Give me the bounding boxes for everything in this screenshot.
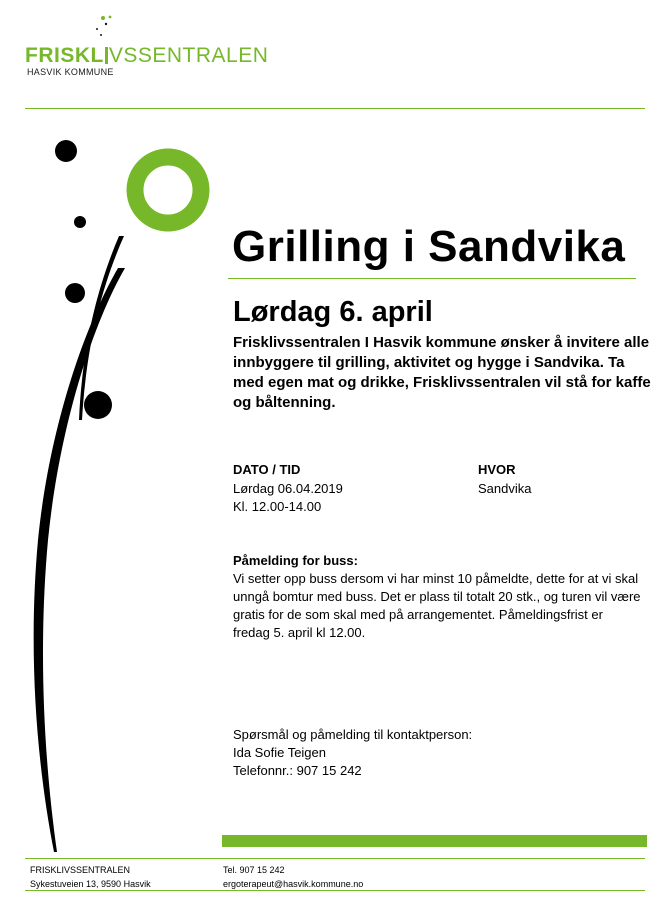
decor-dot-1 <box>55 140 77 162</box>
footer-accent-band <box>222 835 647 847</box>
decorative-swoosh-graphic <box>0 120 220 860</box>
decor-ring <box>135 157 201 223</box>
logo-frisk: FRISKL <box>25 44 104 67</box>
decor-swoosh-1 <box>34 268 125 852</box>
decor-dot-3 <box>65 283 85 303</box>
footer-tel: Tel. 907 15 242 <box>223 865 285 875</box>
header-divider <box>25 108 645 109</box>
where-label: HVOR <box>478 462 516 477</box>
date-time-label: DATO / TID <box>233 462 301 477</box>
contact-block <box>233 726 472 780</box>
footer-address: Sykestuveien 13, 9590 Hasvik <box>30 879 151 889</box>
footer-org: FRISKLIVSSENTRALEN <box>30 865 131 875</box>
date-heading: Lørdag 6. april <box>233 296 433 328</box>
logo-sentralen: VSSENTRALEN <box>108 44 269 67</box>
decor-dot-4 <box>84 391 112 419</box>
title-underline <box>228 278 636 279</box>
footer-left <box>30 863 151 891</box>
footer-email: ergoterapeut@hasvik.kommune.no <box>223 879 364 889</box>
frisklivssentralen-logo <box>25 12 269 82</box>
contact-phone: Telefonnr.: 907 15 242 <box>233 763 362 778</box>
event-time: Kl. 12.00-14.00 <box>233 499 322 514</box>
footer-divider-bottom <box>25 890 645 891</box>
event-date: Lørdag 06.04.2019 <box>233 481 343 496</box>
logo-subtitle: HASVIK KOMMUNE <box>27 67 114 77</box>
bus-paragraph: Vi setter opp buss dersom vi har minst 10 påmeldte, dette for at vi skal unngå bomtur med buss. Det er plass til totalt 20 stk., og turen vil være gratis for de som skal med på arrangementet. Påmeldingsfrist er fredag 5. april kl 12.00. <box>233 571 641 640</box>
bus-heading: Påmelding for buss: <box>233 553 358 568</box>
footer-right <box>223 863 363 891</box>
event-location: Sandvika <box>478 481 532 496</box>
logo-wordmark <box>25 44 268 68</box>
contact-name: Ida Sofie Teigen <box>233 745 326 760</box>
logo-dots-icon <box>75 12 115 42</box>
contact-intro: Spørsmål og påmelding til kontaktperson: <box>233 727 473 742</box>
intro-paragraph: Frisklivssentralen I Hasvik kommune ønsker å invitere alle innbyggere til grilling, aktivitet og hygge i Sandvika. Ta med egen mat og drikke, Frisklivssentralen vil stå for kaffe og båltenning. <box>233 334 651 411</box>
page-title: Grilling i Sandvika <box>232 222 626 271</box>
footer-divider-top <box>25 858 645 859</box>
decor-dot-2 <box>74 216 86 228</box>
logo-i-bar <box>105 47 108 64</box>
